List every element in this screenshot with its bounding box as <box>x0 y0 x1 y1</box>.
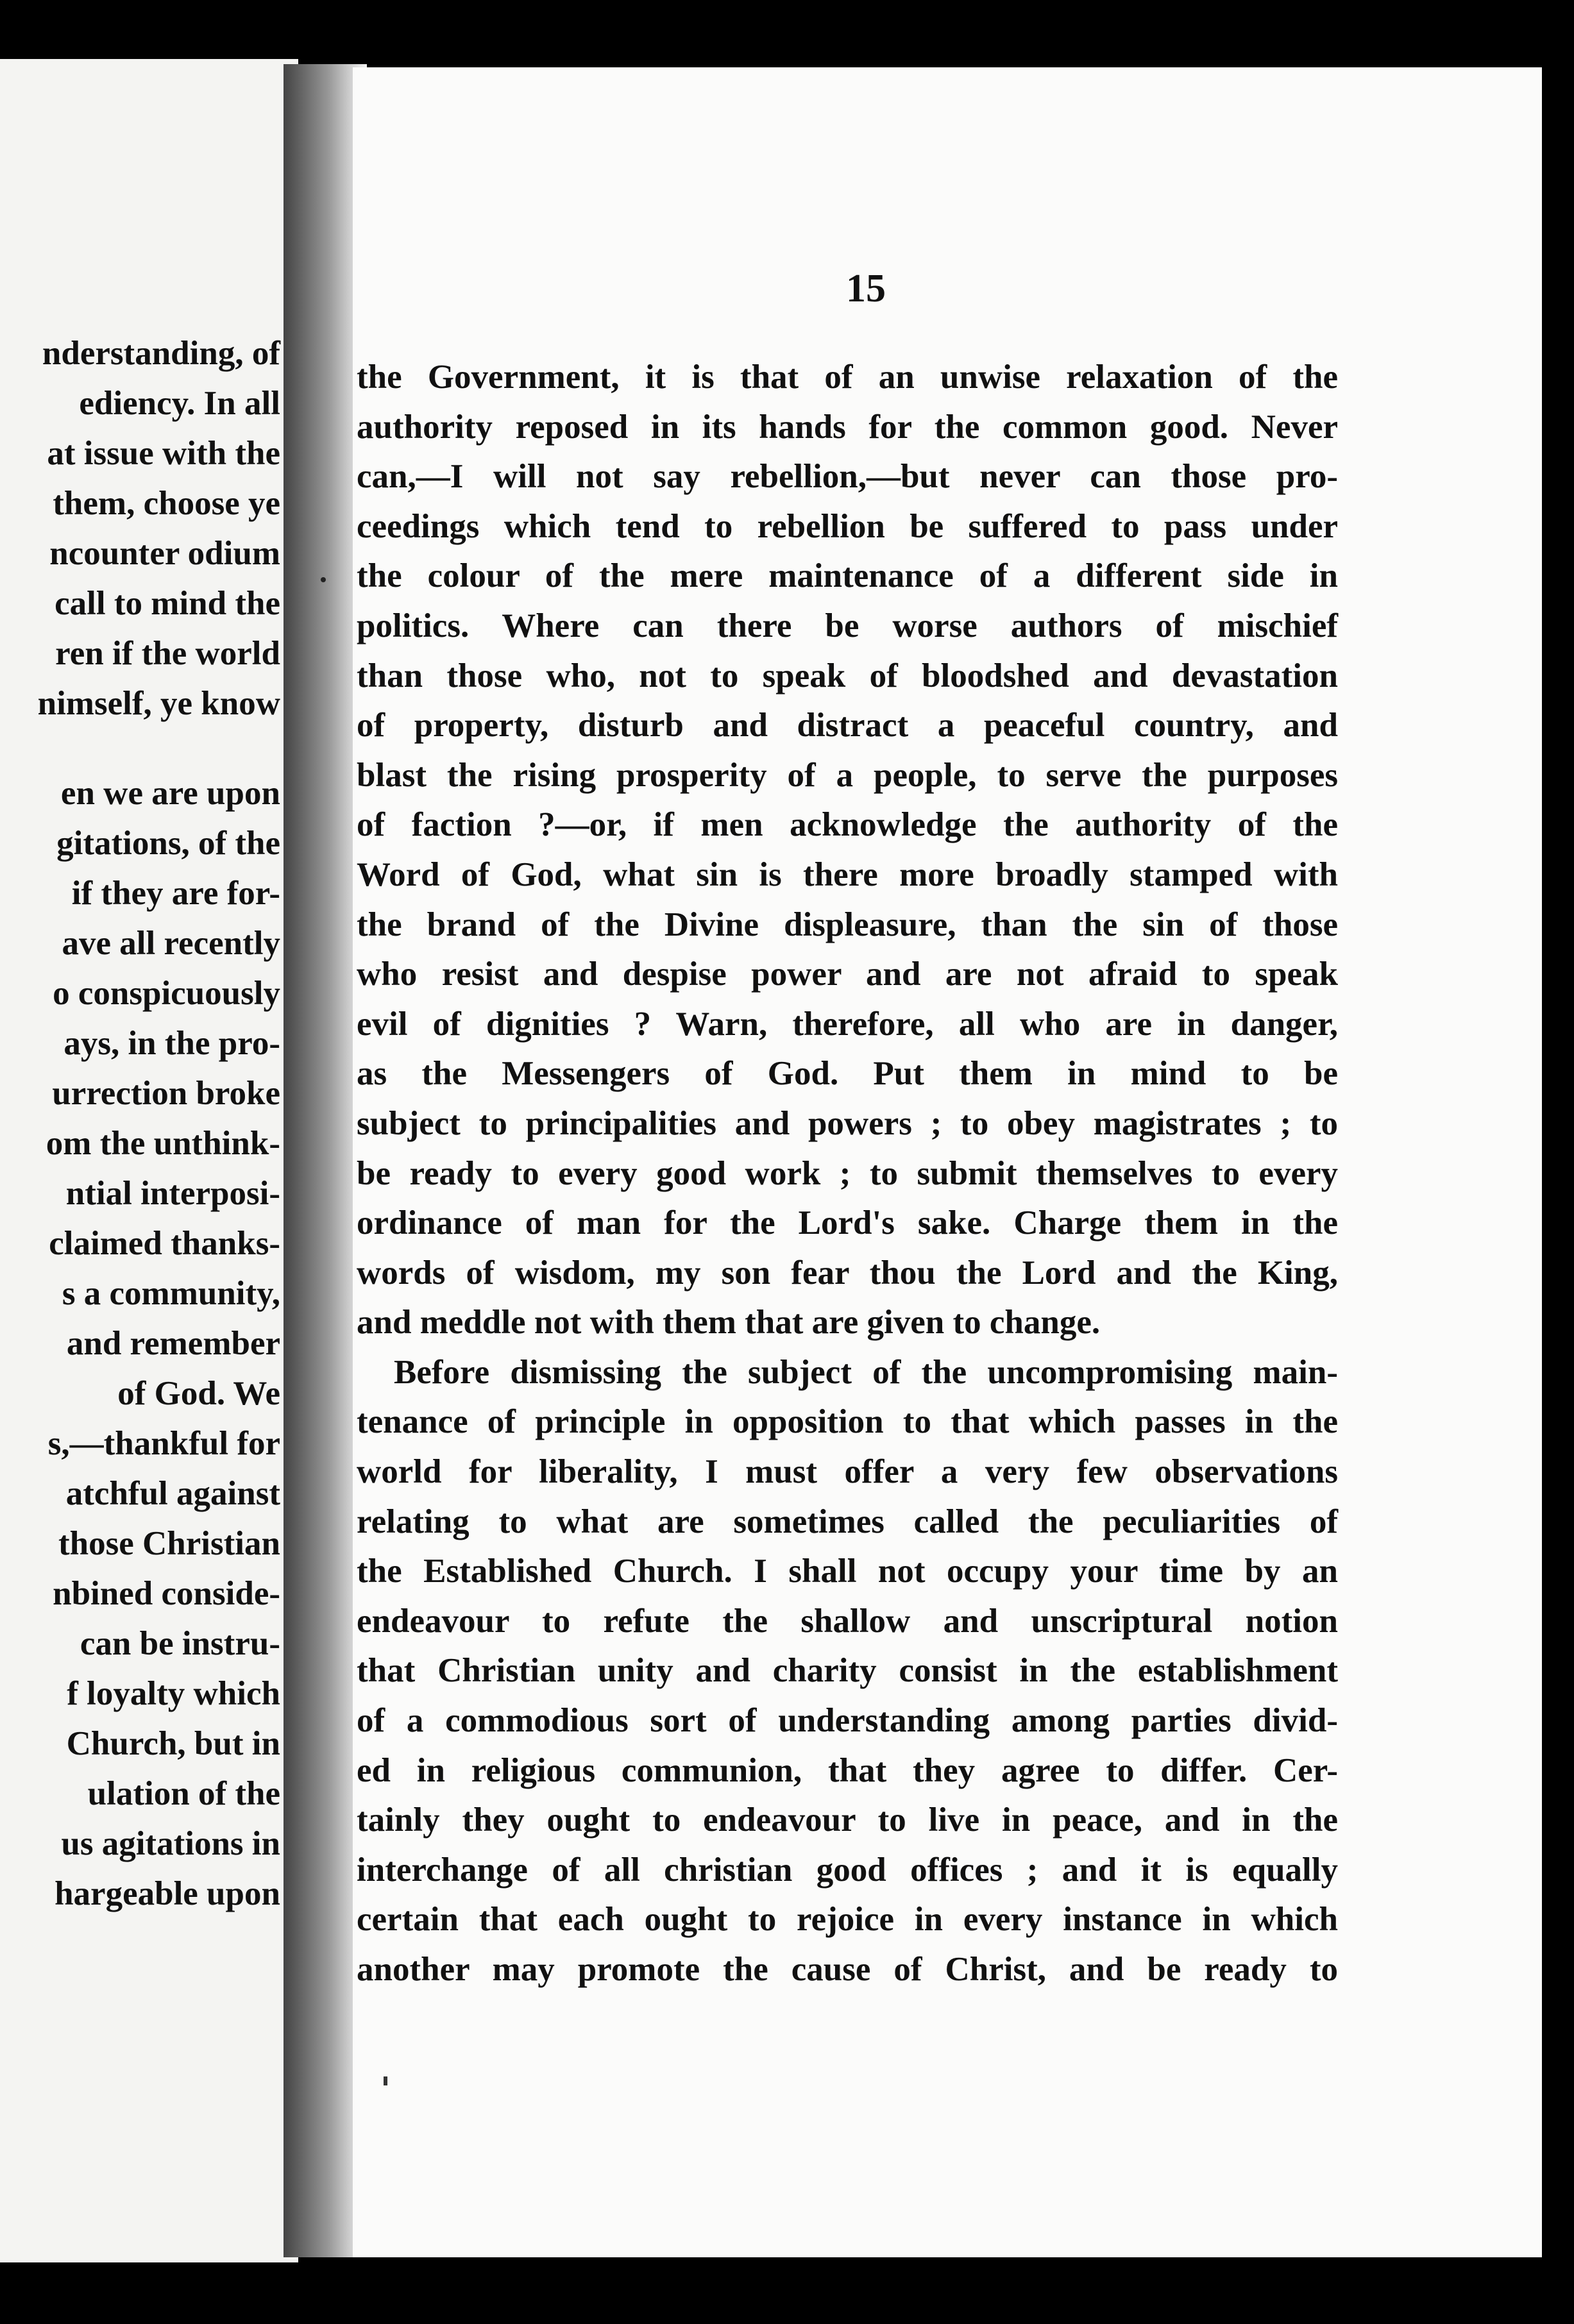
text-line: blast the rising prosperity of a people, to serve the purposes <box>357 756 1338 794</box>
left-line: claimed thanks- <box>49 1225 280 1262</box>
left-line: urrection broke <box>52 1075 280 1112</box>
left-line: ulation of the <box>87 1775 280 1812</box>
left-line: nbined conside- <box>53 1575 280 1612</box>
text-line: be ready to every good work ; to submit themselves to every <box>357 1154 1338 1192</box>
scan-border <box>1542 77 1574 2257</box>
left-line: s a community, <box>62 1275 280 1312</box>
left-line: hargeable upon <box>55 1875 280 1912</box>
left-facing-page <box>0 59 298 2262</box>
main-page <box>353 67 1542 2257</box>
text-line: another may promote the cause of Christ, and be ready to <box>357 1951 1338 1988</box>
left-line: ncounter odium <box>49 535 280 572</box>
text-line: that Christian unity and charity consist in the establishment <box>357 1652 1338 1690</box>
left-line: Church, but in <box>66 1725 280 1762</box>
text-line: of a commodious sort of understanding among parties divid- <box>357 1702 1338 1740</box>
text-line: subject to principalities and powers ; to obey magistrates ; to <box>357 1104 1338 1142</box>
margin-dot-mark <box>321 577 326 582</box>
text-line: ceedings which tend to rebellion be suffered to pass under <box>357 507 1338 545</box>
left-line: and remember <box>66 1325 280 1362</box>
text-line: authority reposed in its hands for the common good. Never <box>357 408 1338 446</box>
text-line: of property, disturb and distract a peaceful country, and <box>357 707 1338 745</box>
text-line: politics. Where can there be worse authors of mischief <box>357 607 1338 644</box>
left-line: if they are for- <box>71 875 280 912</box>
body-text <box>357 353 1338 1995</box>
left-line: ntial interposi- <box>65 1175 280 1212</box>
text-line: who resist and despise power and are not afraid to speak <box>357 956 1338 993</box>
left-line: nimself, ye know <box>37 685 280 722</box>
left-line: f loyalty which <box>67 1675 280 1712</box>
left-line: o conspicuously <box>53 975 280 1012</box>
left-line: us agitations in <box>61 1825 280 1862</box>
text-line: ed in religious communion, that they agree to differ. Cer- <box>357 1751 1338 1789</box>
text-line: endeavour to refute the shallow and unscriptural notion <box>357 1602 1338 1640</box>
text-line: ordinance of man for the Lord's sake. Charge them in the <box>357 1204 1338 1242</box>
text-line: can,—I will not say rebellion,—but never can those pro- <box>357 458 1338 496</box>
left-line: ays, in the pro- <box>63 1025 280 1062</box>
text-line: Before dismissing the subject of the uncompromising main- <box>394 1353 1338 1391</box>
text-line: tainly they ought to endeavour to live in peace, and in the <box>357 1801 1338 1839</box>
left-line: s,—thankful for <box>47 1425 280 1462</box>
left-line: ren if the world <box>55 635 280 672</box>
left-line: en we are upon <box>60 775 280 812</box>
text-line: the brand of the Divine displeasure, than the sin of those <box>357 905 1338 943</box>
text-line: than those who, not to speak of bloodshed and devastation <box>357 657 1338 695</box>
text-line: evil of dignities ? Warn, therefore, all who are in danger, <box>357 1005 1338 1043</box>
text-line: world for liberality, I must offer a very few observations <box>357 1453 1338 1491</box>
text-line: as the Messengers of God. Put them in mind to be <box>357 1055 1338 1093</box>
left-line: of God. We <box>117 1375 280 1412</box>
left-line: them, choose ye <box>53 485 280 522</box>
stray-ink-mark <box>384 2076 387 2085</box>
left-line: gitations, of the <box>56 825 280 862</box>
left-line: ediency. In all <box>79 385 280 422</box>
text-line: relating to what are sometimes called the peculiarities of <box>357 1503 1338 1540</box>
left-line: call to mind the <box>55 585 280 622</box>
left-line: can be instru- <box>80 1625 280 1662</box>
text-line: the Government, it is that of an unwise relaxation of the <box>357 358 1338 396</box>
left-line: om the unthink- <box>46 1125 280 1162</box>
text-line: Word of God, what sin is there more broadly stamped with <box>357 855 1338 893</box>
left-line: those Christian <box>58 1525 280 1562</box>
left-page-text <box>0 328 280 1919</box>
text-line: the Established Church. I shall not occupy your time by an <box>357 1553 1338 1590</box>
left-line: ave all recently <box>62 925 280 962</box>
text-line: certain that each ought to rejoice in every instance in which <box>357 1901 1338 1939</box>
left-line: at issue with the <box>47 435 280 472</box>
text-line: of faction ?—or, if men acknowledge the authority of the <box>357 806 1338 844</box>
page-number: 15 <box>846 267 886 310</box>
left-line: nderstanding, of <box>42 335 280 372</box>
text-line: interchange of all christian good offices ; and it is equally <box>357 1851 1338 1889</box>
text-line: and meddle not with them that are given to change. <box>357 1304 1101 1342</box>
text-line: words of wisdom, my son fear thou the Lord and the King, <box>357 1254 1338 1292</box>
left-line: atchful against <box>65 1475 280 1512</box>
text-line: tenance of principle in opposition to that which passes in the <box>357 1403 1338 1441</box>
text-line: the colour of the mere maintenance of a different side in <box>357 557 1338 595</box>
